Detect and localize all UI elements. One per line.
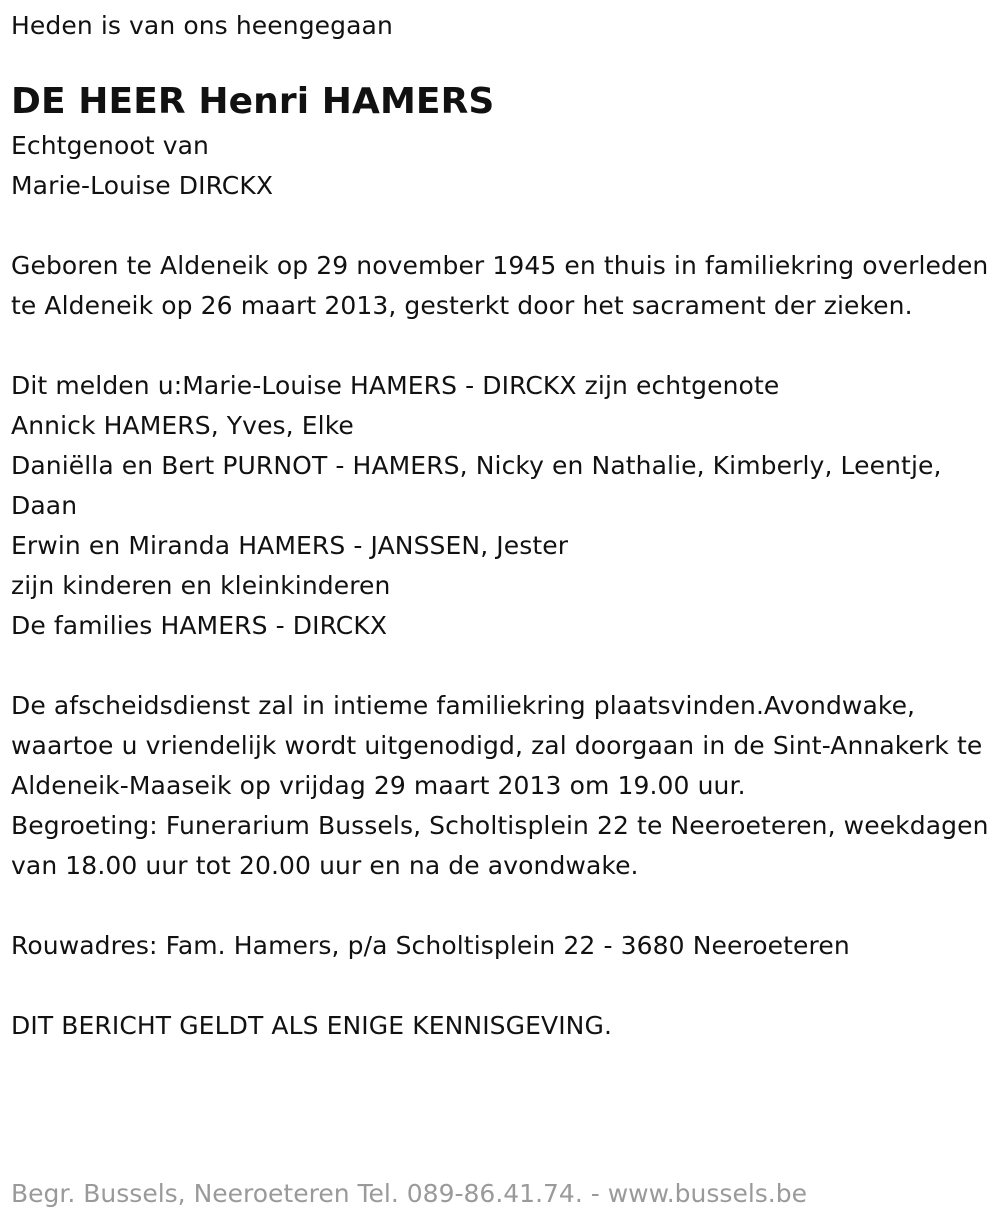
family-line-3: Daniëlla en Bert PURNOT - HAMERS, Nicky en Nathalie, Kimberly, Leentje, Daan: [11, 451, 942, 520]
birth-death-paragraph: Geboren te Aldeneik op 29 november 1945 en thuis in familiekring overleden te Aldeneik op 26 maart 2013, gesterkt door het sacrament der zieken.: [11, 251, 989, 320]
death-notice: [11, 6, 991, 1046]
family-line-2: Annick HAMERS, Yves, Elke: [11, 411, 354, 440]
family-line-6: De families HAMERS - DIRCKX: [11, 611, 388, 640]
deceased-name: DE HEER Henri HAMERS: [11, 81, 495, 122]
service-paragraph: De afscheidsdienst zal in intieme familiekring plaatsvinden.Avondwake, waartoe u vriendelijk wordt uitgenodigd, zal doorgaan in de Sint-Annakerk te Aldeneik-Maaseik op vrijdag 29 maart 2013 om 19.00 uur.: [11, 691, 983, 800]
mourning-address: Rouwadres: Fam. Hamers, p/a Scholtisplein 22 - 3680 Neeroeteren: [11, 931, 850, 960]
intro-text: Heden is van ons heengegaan: [11, 11, 393, 40]
spouse-label: Echtgenoot van: [11, 131, 209, 160]
greeting-paragraph: Begroeting: Funerarium Bussels, Scholtisplein 22 te Neeroeteren, weekdagen van 18.00 uur tot 20.00 uur en na de avondwake.: [11, 811, 989, 880]
sole-notice-text: DIT BERICHT GELDT ALS ENIGE KENNISGEVING.: [11, 1011, 612, 1040]
family-line-4: Erwin en Miranda HAMERS - JANSSEN, Jester: [11, 531, 569, 560]
funeral-home-footer: Begr. Bussels, Neeroeteren Tel. 089-86.41.74. - www.bussels.be: [11, 1179, 807, 1208]
family-line-1: Dit melden u:Marie-Louise HAMERS - DIRCKX zijn echtgenote: [11, 371, 780, 400]
spouse-name: Marie-Louise DIRCKX: [11, 171, 274, 200]
family-line-5: zijn kinderen en kleinkinderen: [11, 571, 391, 600]
